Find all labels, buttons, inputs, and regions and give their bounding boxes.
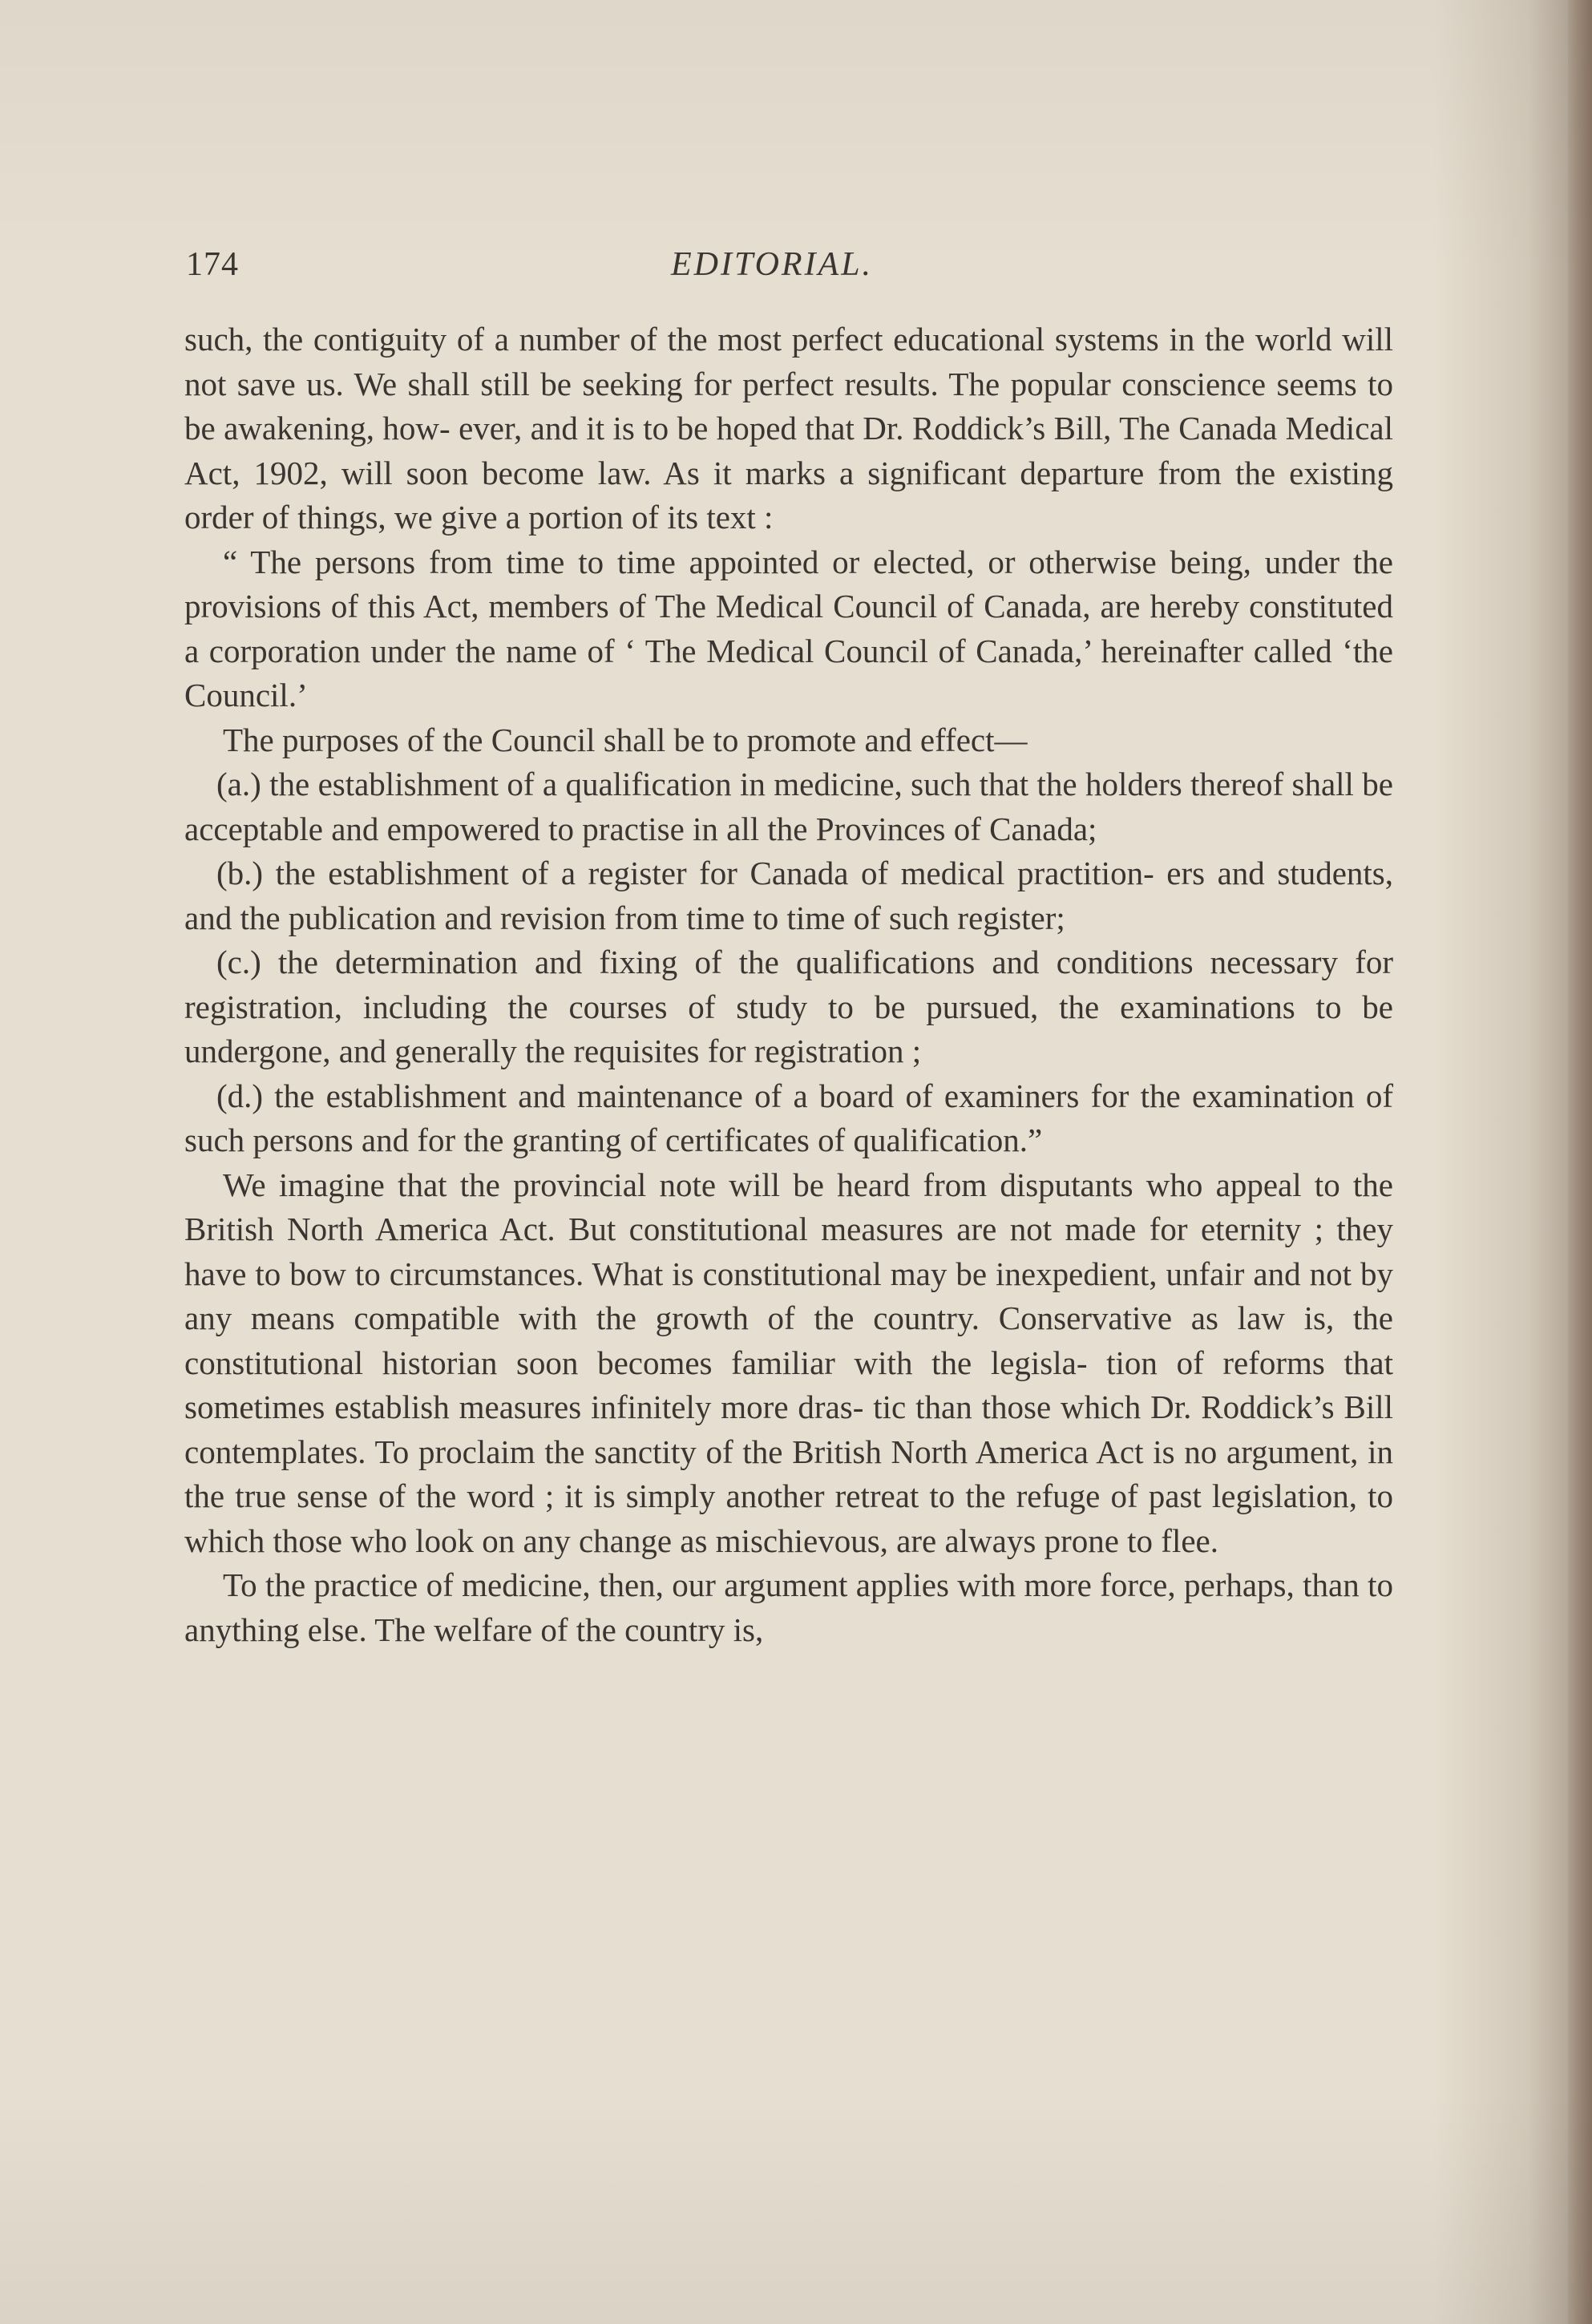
- list-item-b: (b.) the establishment of a register for Canada of medical practition- ers and students, and the publication and revision from time to time of such register;: [184, 855, 1393, 936]
- page-header: [186, 240, 1388, 297]
- paragraph-purposes: The purposes of the Council shall be to promote and effect—: [223, 721, 1028, 758]
- body-text: [184, 317, 1393, 1652]
- list-item-a: (a.) the establishment of a qualification in medicine, such that the holders thereof shall be acceptable and empowered to practise in all the Provinces of Canada;: [184, 766, 1393, 847]
- page-number: 174: [186, 246, 239, 283]
- running-head: EDITORIAL.: [671, 246, 874, 283]
- paragraph-continued: such, the contiguity of a number of the most perfect educational systems in the world will not save us. We shall still be seeking for perfect results. The popular conscience seems to be awakening, how- ever, and it is to be hoped that Dr. Roddick’s Bill, The Canada Medical Act, 1902, will soon become law. As it marks a significant departure from the existing order of things, we give a portion of its text :: [184, 321, 1393, 536]
- paragraph-practice-of-medicine: To the practice of medicine, then, our argument applies with more force, perhaps, than to anything else. The welfare of the country is,: [184, 1566, 1393, 1648]
- page-edge-shadow: [1568, 0, 1592, 2324]
- paragraph-provincial-note: We imagine that the provincial note will be heard from disputants who appeal to the British North America Act. But constitutional measures are not made for eternity ; they have to bow to circumstances. What is constitutional may be inexpedient, unfair and not by any means compatible with the growth of the country. Conservative as law is, the constitutional historian soon becomes familiar with the legisla- tion of reforms that sometimes establish measures infinitely more dras- tic than those which Dr. Roddick’s Bill contemplates. To proclaim the sanctity of the British North America Act is no argument, in the true sense of the word ; it is simply another retreat to the refuge of past legislation, to which those who look on any change as mischievous, are always prone to flee.: [184, 1166, 1393, 1559]
- list-item-c: (c.) the determination and fixing of the qualifications and conditions necessary for registration, including the courses of study to be pursued, the examinations to be undergone, and generally the requisites for registration ;: [184, 944, 1393, 1069]
- paragraph-quote-start: “ The persons from time to time appointed or elected, or otherwise being, under the provisions of this Act, members of The Medical Council of Canada, are hereby constituted a corporation under the name of ‘ The Medical Council of Canada,’ hereinafter called ‘the Council.’: [184, 543, 1393, 713]
- list-item-d: (d.) the establishment and maintenance of a board of examiners for the examination of such persons and for the granting of certificates of qualification.”: [184, 1077, 1393, 1158]
